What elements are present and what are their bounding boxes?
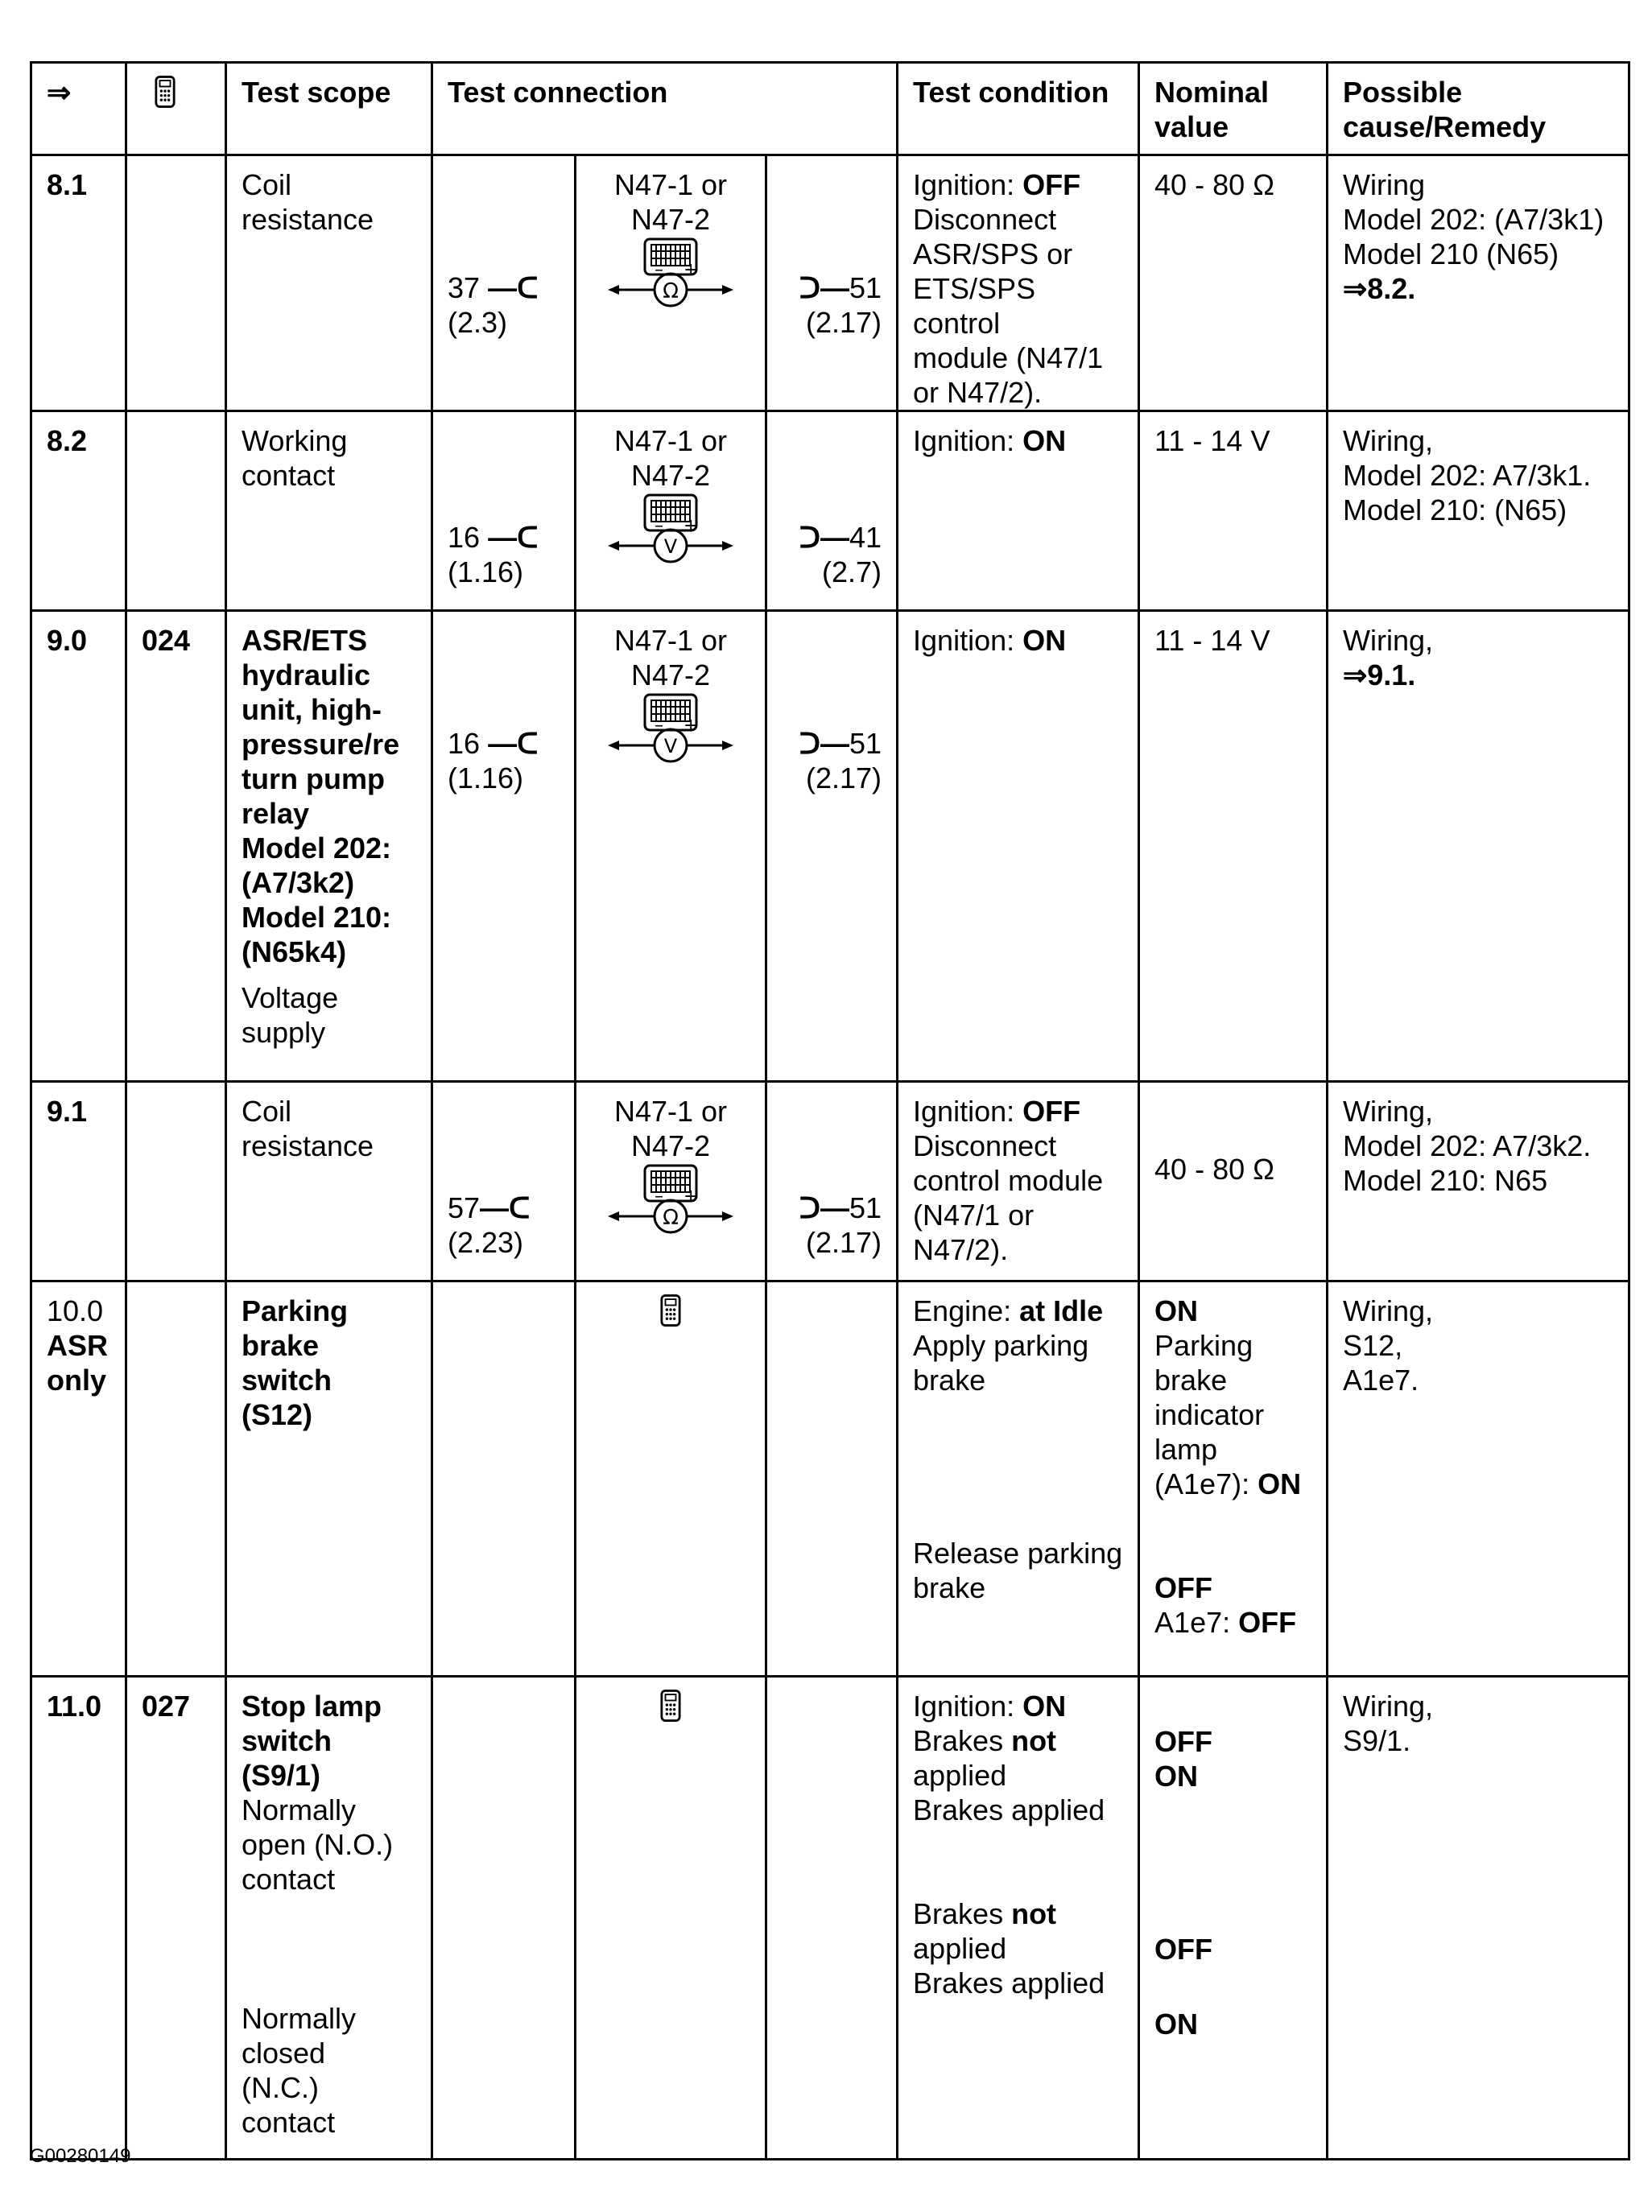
svg-text:+: + <box>684 260 699 280</box>
left-pin: 16 —ᑕ (1.16) <box>448 521 539 588</box>
plug-icon: ᑐ— <box>799 727 849 760</box>
socket-icon: —ᑕ <box>480 1191 531 1224</box>
meter-connection: N47-1 or N47-2 V – + <box>576 612 765 772</box>
left-pin: 37 —ᑕ (2.3) <box>448 271 539 339</box>
svg-text:Ω: Ω <box>663 279 679 303</box>
right-pin: ᑐ—51 (2.17) <box>799 727 882 794</box>
table-row <box>31 1677 1629 2160</box>
test-scope-header: Test scope <box>242 76 391 109</box>
plug-icon: ᑐ— <box>799 1191 849 1224</box>
svg-text:+: + <box>684 516 699 536</box>
handheld-tester-icon <box>660 1689 681 1723</box>
right-pin: ᑐ—41 (2.7) <box>799 521 882 588</box>
svg-text:+: + <box>684 716 699 736</box>
multimeter-icon <box>598 692 743 765</box>
test-scope: Parking brake switch (S12) <box>242 1294 349 1431</box>
meter-connection: N47-1 or N47-2 V – + <box>576 412 765 572</box>
possible-cause: Wiring, S9/1. <box>1343 1690 1434 1757</box>
figure-code: G00280149 <box>30 2145 131 2167</box>
table-row <box>31 611 1629 1082</box>
code-cell <box>127 1083 225 1094</box>
svg-text:–: – <box>655 1186 663 1207</box>
double-arrow-right-icon: ⇒ <box>47 76 72 109</box>
nominal-value: 11 - 14 V <box>1154 424 1270 457</box>
nominal-value-header: Nominal value <box>1154 76 1270 143</box>
table-row <box>31 1281 1629 1677</box>
step-number: 8.2 <box>47 424 88 457</box>
test-condition: Ignition: OFF Disconnect control module (N47/1 or N47/2). <box>913 1095 1104 1266</box>
code-cell <box>127 1282 225 1294</box>
possible-cause: Wiring, S12, A1e7. <box>1343 1294 1434 1397</box>
meter-connection: N47-1 or N47-2 Ω – + <box>576 1083 765 1243</box>
test-scope: Stop lamp switch (S9/1) Normally open (N.O.) contact Normally closed (N.C.) contact <box>242 1690 394 2139</box>
multimeter-icon <box>598 493 743 565</box>
test-scope: Coil resistance <box>242 1095 374 1162</box>
test-connection-header: Test connection <box>448 76 668 109</box>
test-table <box>30 61 1630 2160</box>
test-scope: ASR/ETS hydraulic unit, high- pressure/re turn pump relay Model 202: (A7/3k2) Model 210: (N65k4) Voltage supply <box>242 624 400 1049</box>
svg-text:V: V <box>663 535 678 558</box>
table-row <box>31 1082 1629 1281</box>
test-scope: Coil resistance <box>242 168 374 236</box>
nominal-value: ON Parking brake indicator lamp (A1e7): ON OFF A1e7: OFF <box>1154 1294 1302 1639</box>
svg-text:Ω: Ω <box>663 1206 679 1230</box>
code-cell <box>127 412 225 423</box>
left-pin: 16 —ᑕ (1.16) <box>448 727 539 794</box>
table-row <box>31 411 1629 611</box>
svg-text:–: – <box>655 260 663 280</box>
socket-icon: —ᑕ <box>488 271 539 304</box>
svg-text:–: – <box>655 716 663 736</box>
test-condition: Engine: at Idle Apply parking brake Release parking brake <box>913 1294 1123 1604</box>
test-scope: Working contact <box>242 424 348 492</box>
code-cell: 027 <box>142 1690 191 1723</box>
remedy-reference: ⇒8.2. <box>1343 272 1416 305</box>
possible-cause: Wiring Model 202: (A7/3k1) Model 210 (N65) ⇒8.2. <box>1328 156 1628 306</box>
remedy-reference: ⇒9.1. <box>1343 658 1416 691</box>
diag-header <box>127 64 225 116</box>
meter-connection <box>576 1678 765 1730</box>
multimeter-icon <box>598 237 743 309</box>
nominal-value: 40 - 80 Ω <box>1154 168 1275 201</box>
possible-cause: Wiring, ⇒9.1. <box>1328 612 1628 692</box>
plug-icon: ᑐ— <box>799 271 849 304</box>
test-condition: Ignition: OFF Disconnect ASR/SPS or ETS/SPS control module (N47/1 or N47/2). <box>913 168 1104 409</box>
test-condition-header: Test condition <box>913 76 1109 109</box>
left-pin: 57—ᑕ (2.23) <box>448 1191 531 1259</box>
possible-cause: Wiring, Model 202: A7/3k1. Model 210: (N65) <box>1343 424 1592 526</box>
step-number: 9.0 <box>47 624 88 657</box>
possible-cause: Wiring, Model 202: A7/3k2. Model 210: N65 <box>1343 1095 1592 1197</box>
table-row <box>31 155 1629 411</box>
right-pin: ᑐ—51 (2.17) <box>799 1191 882 1259</box>
socket-icon: —ᑕ <box>488 727 539 760</box>
socket-icon: —ᑕ <box>488 521 539 554</box>
handheld-tester-icon <box>155 75 176 109</box>
step-number: 10.0 ASR only <box>47 1294 109 1397</box>
step-number: 11.0 <box>47 1690 102 1723</box>
code-cell: 024 <box>142 624 191 657</box>
header-row <box>31 63 1629 155</box>
test-condition: Ignition: ON <box>913 624 1067 657</box>
svg-text:+: + <box>684 1186 699 1207</box>
step-number: 8.1 <box>47 168 88 201</box>
handheld-tester-icon <box>660 1294 681 1327</box>
test-condition: Ignition: ON Brakes not applied Brakes applied Brakes not applied Brakes applied <box>913 1690 1105 1999</box>
multimeter-icon <box>598 1163 743 1236</box>
meter-connection: N47-1 or N47-2 Ω – + <box>576 156 765 316</box>
arrow-header <box>32 64 125 109</box>
nominal-value: OFF ON OFF ON <box>1154 1725 1213 2041</box>
right-pin: ᑐ—51 (2.17) <box>799 271 882 339</box>
svg-text:–: – <box>655 516 663 536</box>
test-condition: Ignition: ON <box>913 424 1067 457</box>
possible-cause-header: Possible cause/Remedy <box>1343 76 1547 143</box>
step-number: 9.1 <box>47 1095 88 1128</box>
plug-icon: ᑐ— <box>799 521 849 554</box>
nominal-value: 40 - 80 Ω <box>1154 1153 1275 1186</box>
code-cell <box>127 156 225 167</box>
meter-connection <box>576 1282 765 1335</box>
svg-text:V: V <box>663 735 678 757</box>
nominal-value: 11 - 14 V <box>1154 624 1270 657</box>
